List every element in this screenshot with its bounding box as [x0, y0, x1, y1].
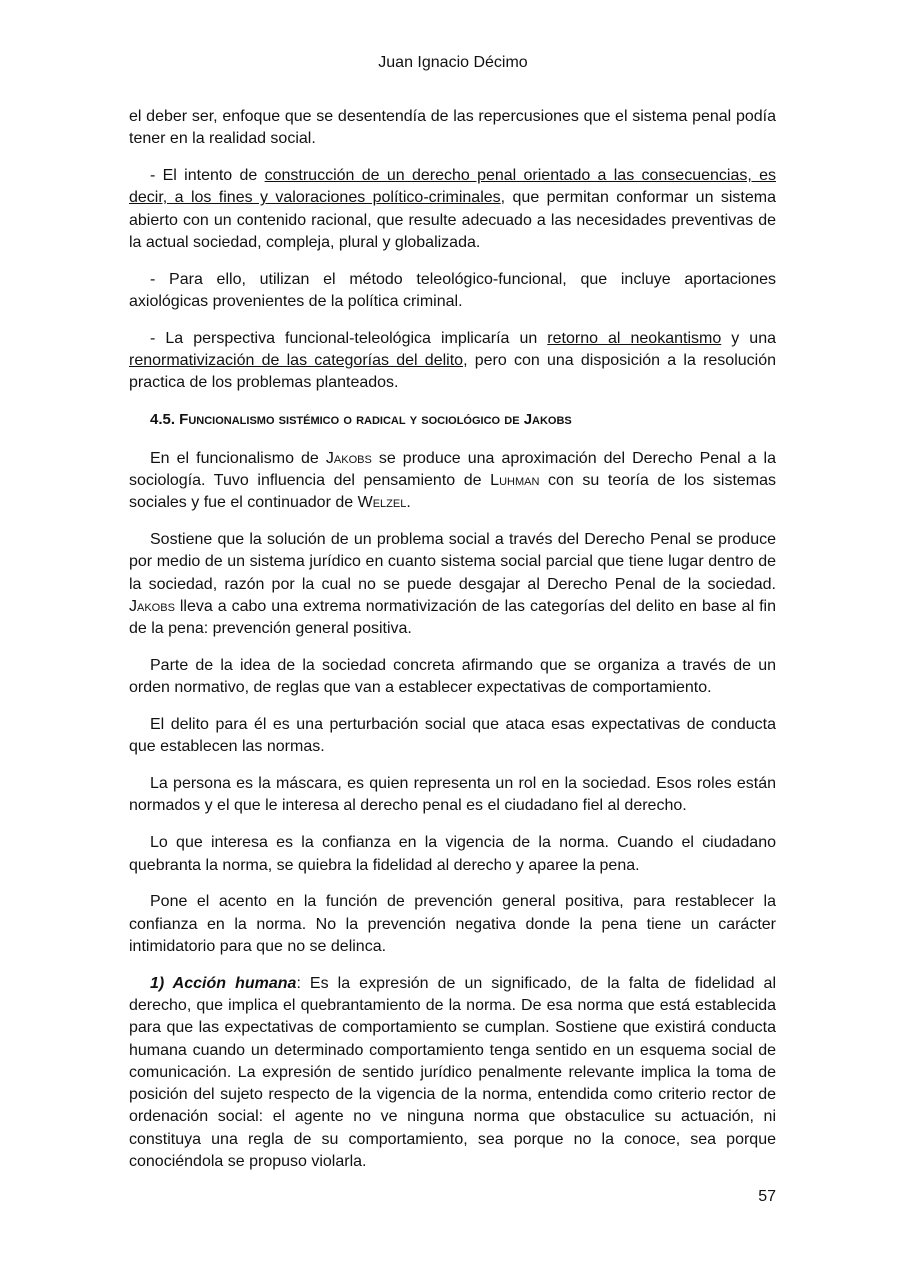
term-heading: 1) Acción humana [150, 974, 297, 992]
text-run: se produce una aproximación del Derecho Penal a la sociología. Tuvo influencia del pensamiento de [129, 449, 776, 489]
paragraph-intro-jakobs [129, 448, 776, 515]
text-run: Sostiene que la solución de un problema social a través del Derecho Penal se produce por medio de un sistema jurídico en cuanto sistema social parcial que tiene lugar dentro de la sociedad, razón por la cual no se puede desgajar al Derecho Penal de la sociedad. [129, 530, 776, 593]
paragraph-prevention: Pone el acento en la función de prevención general positiva, para restablecer la confianza en la norma. No la prevención negativa donde la pena tiene un carácter intimidatorio para que no se delinca. [129, 893, 776, 955]
paragraph-bullet-perspective [129, 328, 776, 395]
paragraph-person: La persona es la máscara, es quien representa un rol en la sociedad. Esos roles están normados y el que le interesa al derecho penal es el ciudadano fiel al derecho. [129, 775, 776, 815]
text-run: , pero con una disposición a la resolución practica de los problemas planteados. [129, 352, 777, 392]
paragraph-bullet-method: - Para ello, utilizan el método teleológico-funcional, que incluye aportaciones axiológicas provenientes de la política criminal. [129, 270, 776, 311]
text-run: - La perspectiva funcional-teleológica implicaría un [150, 329, 548, 347]
paragraph-confidence: Lo que interesa es la confianza en la vigencia de la norma. Cuando el ciudadano quebranta la norma, se quiebra la fidelidad al derecho y aparee la pena. [129, 834, 776, 874]
text-run: : Es la expresión de un significado, de la falta de fidelidad al derecho, que implica el quebrantamiento de la norma. De esa norma que está establecida para que las expectativas de comportamiento se cumplan. Sostiene que existirá conducta humana cuando un determinado comportamiento tenga sentido en un esquema social de comunicación. La expresión de sentido jurídico penalmente relevante implica la toma de posición del sujeto respecto de la vigencia de la norma, entendida como criterio rector de ordenación social: el agente no ve ninguna norma que obstaculice su actuación, ni constituya una regla de su comportamiento, sea porque no la conoce, sea porque conociéndola se propuso violarla. [129, 974, 776, 1171]
paragraph-continuation: el deber ser, enfoque que se desentendía de las repercusiones que el sistema penal podía tener en la realidad social. [129, 108, 776, 148]
paragraph-crime: El delito para él es una perturbación social que ataca esas expectativas de conducta que establecen las normas. [129, 716, 776, 756]
author-name: Luhman [490, 471, 540, 489]
text-run: . [406, 494, 411, 512]
text-run: , que permitan conformar un sistema abierto con un contenido racional, que resulte adecuado a las necesidades preventivas de la actual sociedad, compleja, plural y globalizada. [129, 189, 777, 251]
author-name: Jakobs [325, 449, 372, 467]
paragraph-bullet-consequences [129, 165, 776, 254]
page-number: 57 [758, 1188, 776, 1205]
paragraph-society: Parte de la idea de la sociedad concreta afirmando que se organiza a través de un orden normativo, de reglas que van a establecer expectativas de comportamiento. [129, 656, 776, 697]
underlined-phrase: retorno al neokantismo [547, 329, 722, 347]
text-run: lleva a cabo una extrema normativización de las categorías del delito en base al fin de la pena: prevención general positiva. [129, 597, 776, 638]
page-body [129, 106, 776, 1188]
running-header: Juan Ignacio Décimo [378, 54, 528, 71]
text-run: - El intento de [150, 167, 265, 185]
author-name: Welzel [357, 494, 407, 512]
underlined-phrase: renormativización de las categorías del delito [129, 352, 464, 370]
paragraph-solution [129, 529, 776, 640]
section-heading: 4.5. Funcionalismo sistémico o radical y sociológico de Jakobs [150, 411, 572, 429]
underlined-phrase: construcción de un derecho penal orientado a las consecuencias, es decir, a los fines y valoraciones político-criminales [129, 167, 776, 207]
text-run: con su teoría de los sistemas sociales y fue el continuador de [129, 471, 777, 512]
paragraph-human-action [129, 973, 776, 1174]
author-name: Jakobs [129, 597, 175, 615]
text-run: y una [721, 329, 776, 347]
text-run: En el funcionalismo de [150, 449, 326, 467]
